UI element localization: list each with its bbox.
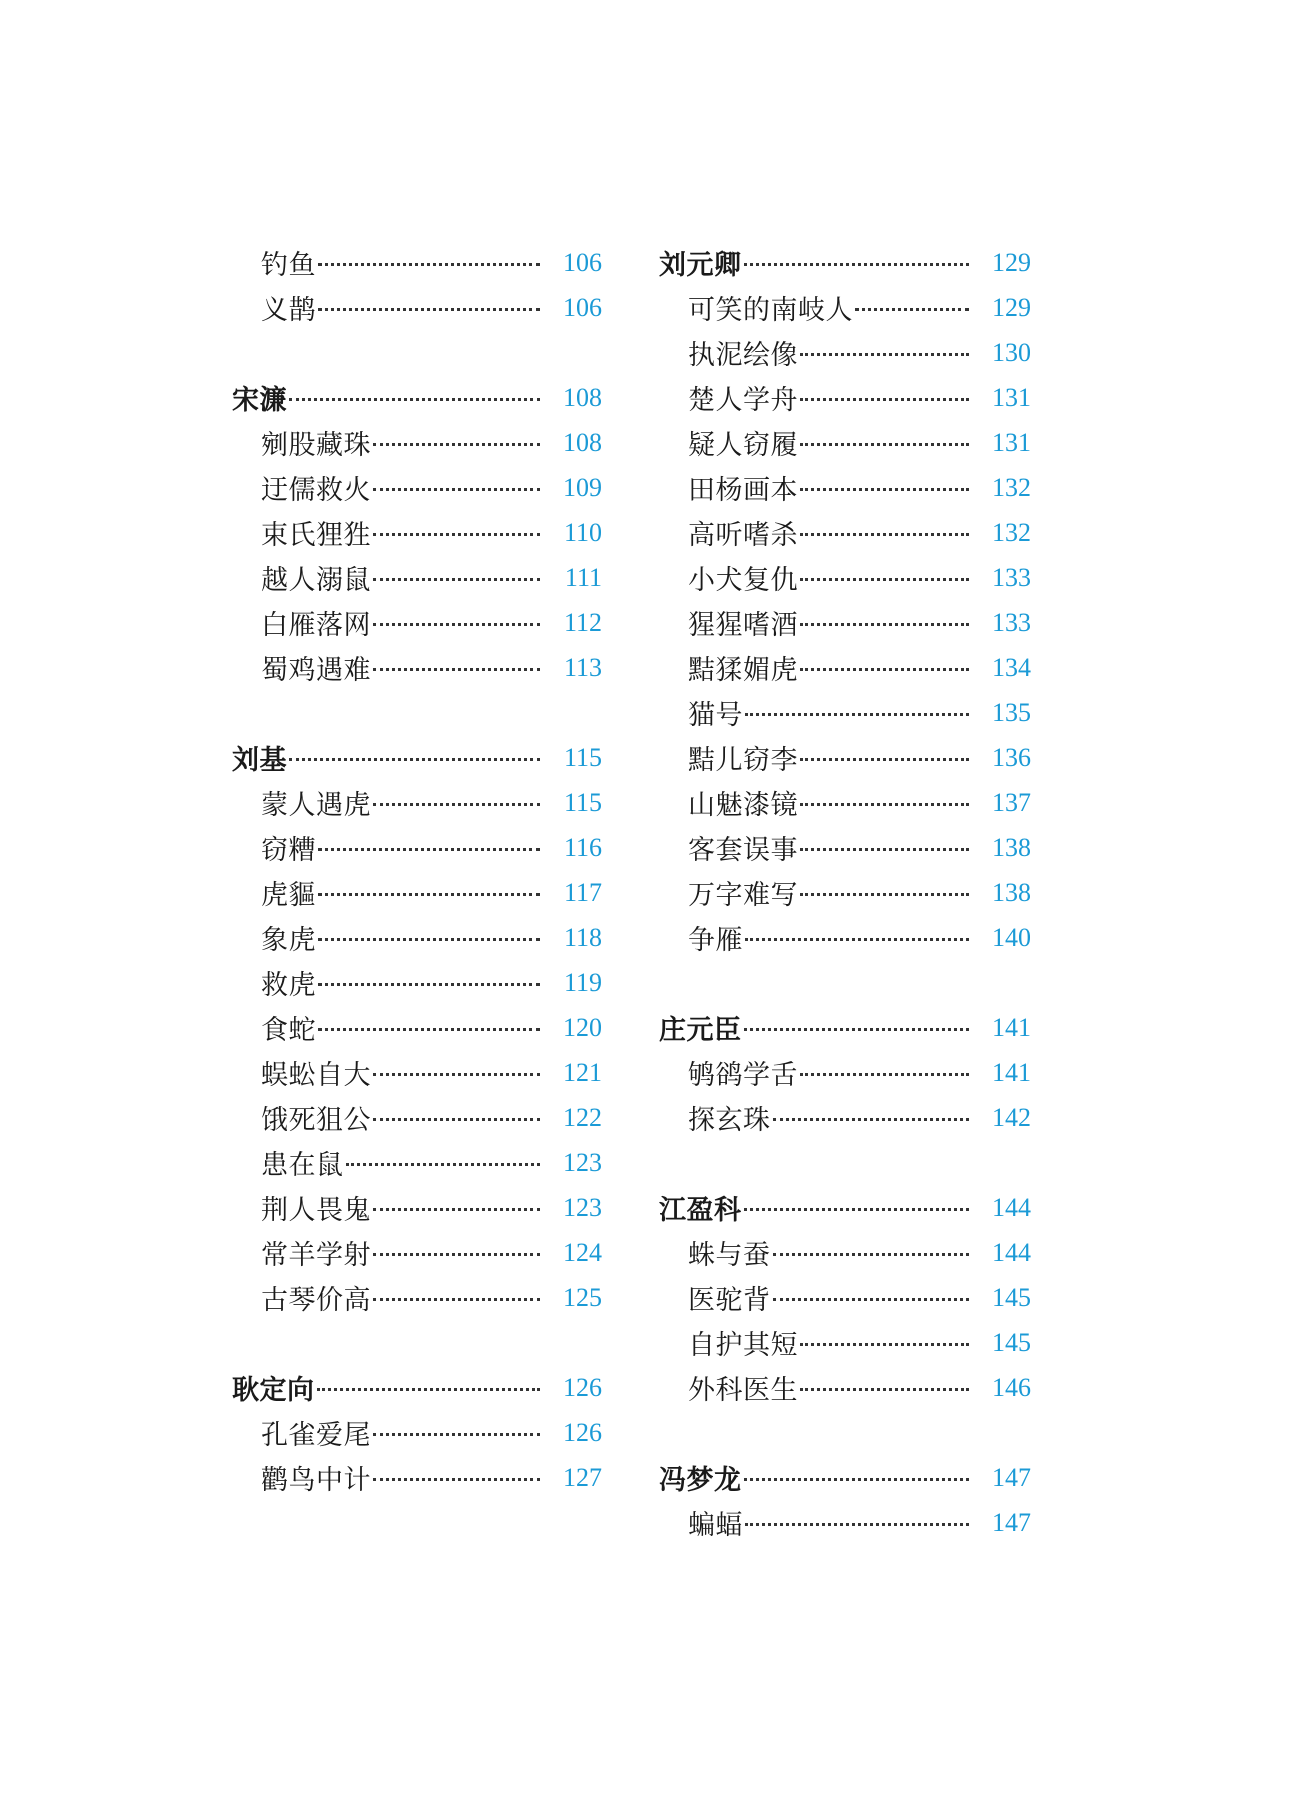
entry-title: 窃糟 <box>261 835 316 866</box>
page-number: 111 <box>564 562 602 592</box>
toc-story-entry[interactable] <box>659 1275 1031 1320</box>
dot-leader <box>773 1298 970 1301</box>
dot-leader <box>373 533 540 536</box>
toc-story-entry[interactable] <box>659 285 1031 330</box>
page-number: 144 <box>992 1192 1031 1222</box>
entry-title: 宋濂 <box>232 385 287 416</box>
dot-leader <box>318 263 540 266</box>
page-number: 130 <box>992 337 1031 367</box>
toc-story-entry[interactable] <box>232 645 602 690</box>
entry-title: 楚人学舟 <box>688 385 798 416</box>
dot-leader <box>373 1298 540 1301</box>
page-number: 129 <box>992 292 1031 322</box>
dot-leader <box>773 1118 970 1121</box>
page-number: 121 <box>563 1057 602 1087</box>
toc-story-entry[interactable] <box>232 600 602 645</box>
entry-title: 束氏狸狌 <box>261 520 371 551</box>
page-number: 127 <box>563 1462 602 1492</box>
page-number: 146 <box>992 1372 1031 1402</box>
entry-title: 疑人窃履 <box>688 430 798 461</box>
dot-leader <box>744 1478 970 1481</box>
page-number: 118 <box>563 922 602 952</box>
entry-title: 蛛与蚕 <box>688 1240 771 1271</box>
entry-title: 蝙蝠 <box>688 1510 743 1541</box>
page-number: 106 <box>563 247 602 277</box>
page-number: 136 <box>992 742 1031 772</box>
toc-story-entry[interactable] <box>659 780 1031 825</box>
page-number: 120 <box>563 1012 602 1042</box>
entry-title: 剜股藏珠 <box>261 430 371 461</box>
dot-leader <box>800 1343 969 1346</box>
dot-leader <box>855 308 969 311</box>
page-number: 141 <box>992 1057 1031 1087</box>
dot-leader <box>744 1028 970 1031</box>
entry-title: 医驼背 <box>688 1285 771 1316</box>
dot-leader <box>800 1388 969 1391</box>
toc-story-entry[interactable] <box>659 1365 1031 1410</box>
toc-story-entry[interactable] <box>232 465 602 510</box>
dot-leader <box>744 263 970 266</box>
toc-story-entry[interactable] <box>232 1140 602 1185</box>
entry-title: 高听嗜杀 <box>688 520 798 551</box>
entry-title: 刘基 <box>232 745 287 776</box>
section-spacer <box>232 330 602 375</box>
entry-title: 小犬复仇 <box>688 565 798 596</box>
toc-story-entry[interactable] <box>659 1095 1031 1140</box>
dot-leader <box>373 803 540 806</box>
page-number: 117 <box>563 877 602 907</box>
dot-leader <box>373 1118 540 1121</box>
toc-story-entry[interactable] <box>232 1230 602 1275</box>
entry-title: 古琴价高 <box>261 1285 371 1316</box>
entry-title: 饿死狙公 <box>261 1105 371 1136</box>
entry-title: 猫号 <box>688 700 743 731</box>
page-number: 144 <box>992 1237 1031 1267</box>
toc-story-entry[interactable] <box>659 915 1031 960</box>
dot-leader <box>317 1388 541 1391</box>
toc-story-entry[interactable] <box>659 420 1031 465</box>
entry-title: 探玄珠 <box>688 1105 771 1136</box>
entry-title: 自护其短 <box>688 1330 798 1361</box>
page-number: 132 <box>992 517 1031 547</box>
dot-leader <box>373 1478 540 1481</box>
toc-column-right <box>659 240 1031 1545</box>
page-number: 106 <box>563 292 602 322</box>
dot-leader <box>318 308 540 311</box>
dot-leader <box>745 713 969 716</box>
dot-leader <box>800 1073 969 1076</box>
entry-title: 蜈蚣自大 <box>261 1060 371 1091</box>
dot-leader <box>289 758 540 761</box>
page-number: 129 <box>992 247 1031 277</box>
entry-title: 食蛇 <box>261 1015 316 1046</box>
toc-story-entry[interactable] <box>659 825 1031 870</box>
entry-title: 江盈科 <box>659 1195 742 1226</box>
toc-author-entry[interactable] <box>659 1185 1031 1230</box>
page-number: 140 <box>992 922 1031 952</box>
toc-story-entry[interactable] <box>232 1050 602 1095</box>
page-number: 108 <box>563 382 602 412</box>
entry-title: 越人溺鼠 <box>261 565 371 596</box>
entry-title: 鸲鹆学舌 <box>688 1060 798 1091</box>
toc-story-entry[interactable] <box>232 1410 602 1455</box>
entry-title: 鹳鸟中计 <box>261 1465 371 1496</box>
toc-story-entry[interactable] <box>232 960 602 1005</box>
toc-story-entry[interactable] <box>659 1050 1031 1095</box>
page-number: 131 <box>992 382 1031 412</box>
page-number: 141 <box>992 1012 1031 1042</box>
dot-leader <box>800 848 969 851</box>
dot-leader <box>318 848 540 851</box>
toc-story-entry[interactable] <box>232 510 602 555</box>
page-number: 145 <box>992 1327 1031 1357</box>
page-number: 134 <box>992 652 1031 682</box>
entry-title: 外科医生 <box>688 1375 798 1406</box>
page-number: 135 <box>992 697 1031 727</box>
toc-story-entry[interactable] <box>659 600 1031 645</box>
section-spacer <box>659 1410 1031 1455</box>
dot-leader <box>373 1433 540 1436</box>
dot-leader <box>318 1028 540 1031</box>
dot-leader <box>373 488 540 491</box>
toc-story-entry[interactable] <box>659 330 1031 375</box>
dot-leader <box>800 668 969 671</box>
page-number: 138 <box>992 832 1031 862</box>
entry-title: 冯梦龙 <box>659 1465 742 1496</box>
dot-leader <box>800 578 969 581</box>
entry-title: 刘元卿 <box>659 250 742 281</box>
entry-title: 义鹊 <box>261 295 316 326</box>
dot-leader <box>318 893 540 896</box>
dot-leader <box>800 893 969 896</box>
dot-leader <box>800 353 969 356</box>
dot-leader <box>800 443 969 446</box>
dot-leader <box>745 938 969 941</box>
section-spacer <box>659 1140 1031 1185</box>
toc-author-entry[interactable] <box>232 1365 602 1410</box>
toc-story-entry[interactable] <box>232 825 602 870</box>
dot-leader <box>373 668 540 671</box>
entry-title: 黠儿窃李 <box>688 745 798 776</box>
dot-leader <box>800 533 969 536</box>
entry-title: 孔雀爱尾 <box>261 1420 371 1451</box>
page-number: 126 <box>563 1417 602 1447</box>
entry-title: 荆人畏鬼 <box>261 1195 371 1226</box>
page-number: 138 <box>992 877 1031 907</box>
page-number: 125 <box>563 1282 602 1312</box>
page-number: 137 <box>992 787 1031 817</box>
toc-story-entry[interactable] <box>659 465 1031 510</box>
toc-story-entry[interactable] <box>232 285 602 330</box>
toc-story-entry[interactable] <box>659 690 1031 735</box>
entry-title: 白雁落网 <box>261 610 371 641</box>
entry-title: 救虎 <box>261 970 316 1001</box>
dot-leader <box>373 1208 540 1211</box>
entry-title: 象虎 <box>261 925 316 956</box>
dot-leader <box>373 1253 540 1256</box>
page-number: 126 <box>563 1372 602 1402</box>
entry-title: 万字难写 <box>688 880 798 911</box>
page-number: 147 <box>992 1507 1031 1537</box>
entry-title: 钓鱼 <box>261 250 316 281</box>
page-number: 123 <box>563 1147 602 1177</box>
toc-story-entry[interactable] <box>232 780 602 825</box>
toc-story-entry[interactable] <box>659 510 1031 555</box>
entry-title: 客套误事 <box>688 835 798 866</box>
dot-leader <box>373 578 540 581</box>
toc-author-entry[interactable] <box>659 1005 1031 1050</box>
dot-leader <box>800 803 969 806</box>
dot-leader <box>800 398 969 401</box>
toc-story-entry[interactable] <box>659 375 1031 420</box>
entry-title: 山魅漆镜 <box>688 790 798 821</box>
toc-story-entry[interactable] <box>659 645 1031 690</box>
entry-title: 庄元臣 <box>659 1015 742 1046</box>
page-number: 108 <box>563 427 602 457</box>
entry-title: 可笑的南岐人 <box>688 295 853 326</box>
dot-leader <box>318 938 540 941</box>
toc-story-entry[interactable] <box>232 870 602 915</box>
toc-author-entry[interactable] <box>232 735 602 780</box>
page-number: 133 <box>992 607 1031 637</box>
dot-leader <box>800 758 969 761</box>
dot-leader <box>346 1163 541 1166</box>
entry-title: 蒙人遇虎 <box>261 790 371 821</box>
page-number: 132 <box>992 472 1031 502</box>
page-number: 122 <box>563 1102 602 1132</box>
toc-story-entry[interactable] <box>659 555 1031 600</box>
entry-title: 黠猱媚虎 <box>688 655 798 686</box>
toc-story-entry[interactable] <box>232 1095 602 1140</box>
toc-story-entry[interactable] <box>659 1320 1031 1365</box>
page-number: 142 <box>992 1102 1031 1132</box>
section-spacer <box>659 960 1031 1005</box>
toc-story-entry[interactable] <box>232 1185 602 1230</box>
dot-leader <box>744 1208 970 1211</box>
toc-story-entry[interactable] <box>659 870 1031 915</box>
page-number: 133 <box>992 562 1031 592</box>
page-number: 124 <box>563 1237 602 1267</box>
toc-story-entry[interactable] <box>232 555 602 600</box>
section-spacer <box>232 690 602 735</box>
dot-leader <box>318 983 540 986</box>
page-number: 145 <box>992 1282 1031 1312</box>
dot-leader <box>373 443 540 446</box>
toc-story-entry[interactable] <box>232 915 602 960</box>
page-number: 113 <box>563 652 602 682</box>
page-number: 119 <box>563 967 602 997</box>
entry-title: 耿定向 <box>232 1375 315 1406</box>
entry-title: 患在鼠 <box>261 1150 344 1181</box>
toc-story-entry[interactable] <box>232 420 602 465</box>
toc-story-entry[interactable] <box>659 1500 1031 1545</box>
page-number: 116 <box>563 832 602 862</box>
toc-story-entry[interactable] <box>232 240 602 285</box>
toc-story-entry[interactable] <box>232 1455 602 1500</box>
toc-story-entry[interactable] <box>232 1005 602 1050</box>
toc-author-entry[interactable] <box>659 240 1031 285</box>
page-number: 147 <box>992 1462 1031 1492</box>
entry-title: 执泥绘像 <box>688 340 798 371</box>
toc-story-entry[interactable] <box>232 1275 602 1320</box>
dot-leader <box>289 398 540 401</box>
entry-title: 争雁 <box>688 925 743 956</box>
toc-story-entry[interactable] <box>659 1230 1031 1275</box>
page-number: 115 <box>563 787 602 817</box>
page-number: 109 <box>563 472 602 502</box>
entry-title: 田杨画本 <box>688 475 798 506</box>
toc-story-entry[interactable] <box>659 735 1031 780</box>
page-number: 110 <box>563 517 602 547</box>
dot-leader <box>373 1073 540 1076</box>
entry-title: 虎貙 <box>261 880 316 911</box>
entry-title: 猩猩嗜酒 <box>688 610 798 641</box>
page-number: 131 <box>992 427 1031 457</box>
page-number: 112 <box>563 607 602 637</box>
page-number: 115 <box>563 742 602 772</box>
entry-title: 迂儒救火 <box>261 475 371 506</box>
dot-leader <box>745 1523 969 1526</box>
section-spacer <box>232 1320 602 1365</box>
toc-author-entry[interactable] <box>659 1455 1031 1500</box>
toc-author-entry[interactable] <box>232 375 602 420</box>
page-number: 123 <box>563 1192 602 1222</box>
entry-title: 常羊学射 <box>261 1240 371 1271</box>
dot-leader <box>373 623 540 626</box>
dot-leader <box>773 1253 970 1256</box>
entry-title: 蜀鸡遇难 <box>261 655 371 686</box>
toc-column-left <box>232 240 602 1500</box>
dot-leader <box>800 488 969 491</box>
dot-leader <box>800 623 969 626</box>
